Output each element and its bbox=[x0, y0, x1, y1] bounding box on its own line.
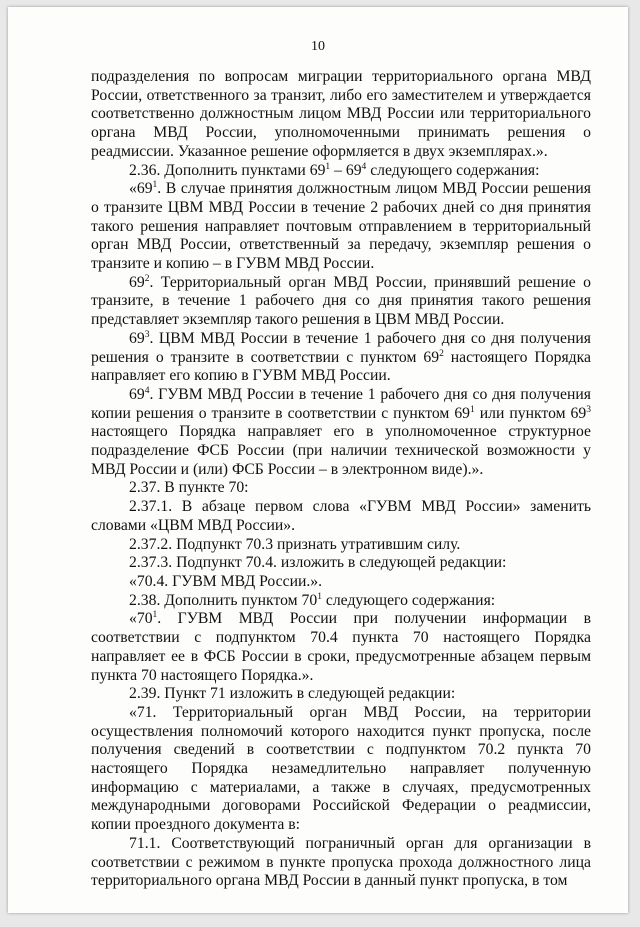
text-run: . В случае принятия должностным лицом МВД России решения о транзите ЦВМ МВД России в течение 2 рабочих дней со дня принятия такого решения направляет почтовым отправлением в территориальный орган МВД России, ответственный за передачу, экземпляр решения о транзите и копию – в ГУВМ МВД России. bbox=[91, 180, 591, 273]
paragraph bbox=[91, 835, 591, 891]
text-run: «71. Территориальный орган МВД России, на территории осуществления полномочий которого находится пункт пропуска, после получения сведений в соответствии с подпунктом 70.2 пункта 70 настоящего Порядка незамедлительно направляет полученную информацию с материалами, а также в случаях, предусмотренных международными договорами Российской Федерации о реадмиссии, копии проездного документа в: bbox=[91, 703, 591, 834]
paragraph bbox=[91, 554, 591, 573]
superscript: 1 bbox=[152, 180, 158, 191]
paragraph bbox=[91, 330, 591, 386]
text-run: . ГУВМ МВД России при получении информации в соответствии с подпунктом 70.4 пункта 70 настоящего Порядка направляет ее в ФСБ России в сроки, предусмотренные абзацем первым пункта 70 настоящего Порядка.». bbox=[91, 610, 591, 684]
paragraph bbox=[91, 573, 591, 592]
paragraph bbox=[91, 162, 591, 181]
superscript: 3 bbox=[586, 404, 591, 415]
text-run: 2.37.2. Подпункт 70.3 признать утратившим силу. bbox=[129, 535, 461, 553]
text-run: 69 bbox=[129, 329, 145, 347]
text-run: . ГУВМ МВД России в течение 1 рабочего дня со дня получения копии решения о транзите в соответствии с пунктом 69 bbox=[91, 385, 591, 422]
text-run: 2.36. Дополнить пунктами 69 bbox=[129, 161, 326, 179]
paragraph bbox=[91, 610, 591, 685]
paragraph bbox=[91, 536, 591, 555]
superscript: 2 bbox=[144, 273, 150, 284]
text-run: 2.37.1. В абзаце первом слова «ГУВМ МВД России» заменить словами «ЦВМ МВД России». bbox=[91, 498, 591, 534]
text-run: . Территориальный орган МВД России, принявший решение о транзите, в течение 1 рабочего дня со дня принятия такого решения представляет экземпляр такого решения в ЦВМ МВД России. bbox=[91, 273, 591, 329]
text-run: – 69 bbox=[330, 161, 362, 179]
text-run: 69 bbox=[129, 385, 145, 403]
superscript: 4 bbox=[144, 385, 150, 396]
text-run: подразделения по вопросам миграции территориального органа МВД России, ответственного за транзит, либо его заместителем и утверждается соответственно должностным лицом МВД России или территориального органа МВД России, уполномоченными принимать решения о реадмиссии. Указанное решение оформляется в двух экземплярах.». bbox=[91, 68, 591, 160]
text-run: следующего содержания: bbox=[366, 161, 540, 179]
text-run: 2.38. Дополнить пунктом 70 bbox=[129, 591, 318, 609]
text-run: или пунктом 69 bbox=[474, 404, 587, 422]
text-run: «70 bbox=[129, 610, 153, 628]
text-run: настоящего Порядка направляет его в уполномоченное структурное подразделение ФСБ России (при наличии технической возможности у МВД России и (или) ФСБ России – в электронном виде).». bbox=[91, 423, 591, 478]
paragraph bbox=[91, 685, 591, 704]
text-run: настоящего Порядка направляет его копию в ГУВМ МВД России. bbox=[91, 348, 591, 385]
text-run: следующего содержания: bbox=[321, 591, 496, 609]
superscript: 1 bbox=[152, 610, 158, 621]
superscript: 2 bbox=[439, 348, 444, 359]
paragraph bbox=[91, 592, 591, 611]
paragraph bbox=[91, 479, 591, 498]
superscript: 1 bbox=[470, 404, 475, 415]
page-number: 10 bbox=[311, 39, 325, 54]
text-run: 2.37.3. Подпункт 70.4. изложить в следующей редакции: bbox=[129, 554, 507, 572]
text-run: 2.39. Пункт 71 изложить в следующей редакции: bbox=[129, 685, 456, 703]
paragraph bbox=[91, 386, 591, 480]
paragraph bbox=[91, 704, 591, 835]
text-run: . ЦВМ МВД России в течение 1 рабочего дня со дня получения решения о транзите в соответствии с пунктом 69 bbox=[91, 329, 591, 366]
superscript: 3 bbox=[144, 329, 150, 340]
superscript: 4 bbox=[361, 161, 367, 172]
text-run: «69 bbox=[129, 180, 153, 198]
superscript: 1 bbox=[317, 591, 322, 602]
paragraph bbox=[91, 180, 591, 274]
paragraph bbox=[91, 68, 591, 162]
document-page bbox=[8, 7, 628, 913]
text-run: «70.4. ГУВМ МВД России.». bbox=[129, 572, 323, 590]
text-run: 71.1. Соответствующий пограничный орган для организации в соответствии с режимом в пункте пропуска прохода должностного лица территориального органа МВД России в данный пункт пропуска, в том bbox=[91, 834, 591, 890]
document-body bbox=[91, 68, 591, 891]
text-run: 69 bbox=[129, 273, 145, 291]
text-run: 2.37. В пункте 70: bbox=[129, 479, 249, 497]
paragraph bbox=[91, 274, 591, 330]
superscript: 1 bbox=[325, 161, 331, 172]
paragraph bbox=[91, 498, 591, 535]
